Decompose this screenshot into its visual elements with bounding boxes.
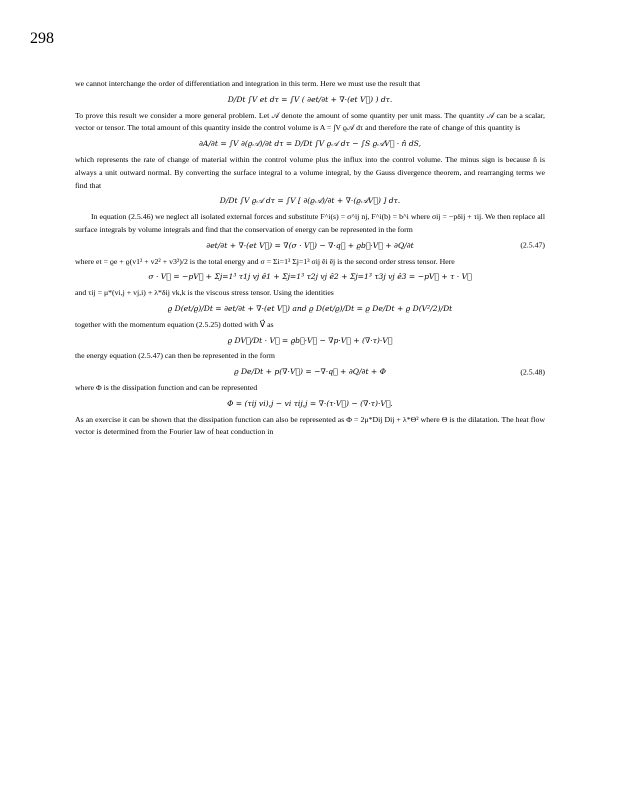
equation-text: σ · V⃗ = −pV⃗ + Σj=1³ τ1j vj ê1 + Σj=1³ τ2j vj ê2 + Σj=1³ τ3j vj ê3 = −pV⃗ + τ · V⃗ [148,272,472,282]
paragraph: we cannot interchange the order of differentiation and integration in this term. Here we must use the result that [75,79,421,88]
equation-text: Φ = (τij vi),j − vi τij,j = ∇·(τ·V⃗) − (∇·τ)·V⃗. [227,398,393,408]
page-number: 298 [30,30,54,47]
equation [75,138,545,151]
paragraph: To prove this result we consider a more general problem. Let 𝒜 denote the amount of some quantity per unit mass. The quantity 𝒜 can be a scalar, vector or tensor. The total amount of this quantity inside the control volume is A = ∫V ϱ𝒜 dτ and therefore the rate of change of this quantity is [75,110,545,133]
equation-text: ∂et/∂t + ∇·(et V⃗) = ∇(σ · V⃗) − ∇·q⃗ + ϱb⃗·V⃗ + ∂Q/∂t [206,240,414,250]
paragraph: As an exercise it can be shown that the dissipation function can also be represented as Φ = 2μ*Dij Dij + λ*Θ² where Θ is the dilatation. The heat flow vector is determined from the Fourier law of heat conduction in [75,414,545,437]
equation-text: D/Dt ∫V et dτ = ∫V ( ∂et/∂t + ∇·(et V⃗) ) dτ. [227,94,393,104]
equation [75,303,545,316]
equation [75,398,545,411]
equation [75,335,545,348]
equation [75,366,545,379]
equation-number: (2.5.48) [520,367,545,377]
paragraph: the energy equation (2.5.47) can then be represented in the form [75,351,275,361]
equation [75,271,545,284]
equation-text: ϱ De/Dt + p(∇·V⃗) = −∇·q⃗ + ∂Q/∂t + Φ [234,367,386,377]
paragraph: In equation (2.5.46) we neglect all isolated external forces and substitute F^i(s) = σ^ij nj, F^i(b) = b^i where σij = −pδij + τij. We then replace all surface integrals by volume integrals and find that the conservation of energy can be represented in the form [75,212,545,234]
paragraph: which represents the rate of change of material within the control volume plus the influx into the control volume. The minus sign is because n̂ is always a unit outward normal. By converting the surface integral to a volume integral, by the Gauss divergence theorem, and rearranging terms we find that [75,154,545,190]
equation-text: D/Dt ∫V ϱ𝒜 dτ = ∫V [ ∂(ϱ𝒜)/∂t + ∇·(ϱ𝒜V⃗) ] dτ. [219,196,401,206]
equation-text: ϱ D(et/ϱ)/Dt = ∂et/∂t + ∇·(et V⃗) and ϱ D(et/ϱ)/Dt = ϱ De/Dt + ϱ D(V²/2)/Dt [167,303,453,313]
paragraph: together with the momentum equation (2.5.25) dotted with V⃗ as [75,319,274,329]
equation-number: (2.5.47) [520,240,545,250]
equation [75,195,545,208]
paragraph: where Φ is the dissipation function and can be represented [75,382,258,392]
page-body [75,78,545,439]
equation-text: ϱ DV⃗/Dt · V⃗ = ϱb⃗·V⃗ − ∇p·V⃗ + (∇·τ)·V⃗ [227,335,393,345]
paragraph: and τij = μ*(vi,j + vj,i) + λ*δij vk,k is the viscous stress tensor. Using the identities [75,288,334,298]
equation [75,240,545,253]
paragraph: where et = ϱe + ϱ(v1² + v2² + v3²)/2 is the total energy and σ = Σi=1³ Σj=1³ σij êi êj is the second order stress tensor. Here [75,256,455,266]
equation [75,94,545,107]
equation-text: ∂A/∂t = ∫V ∂(ϱ𝒜)/∂t dτ = D/Dt ∫V ϱ𝒜 dτ − ∫S ϱ𝒜V⃗ · n̂ dS, [198,139,422,149]
